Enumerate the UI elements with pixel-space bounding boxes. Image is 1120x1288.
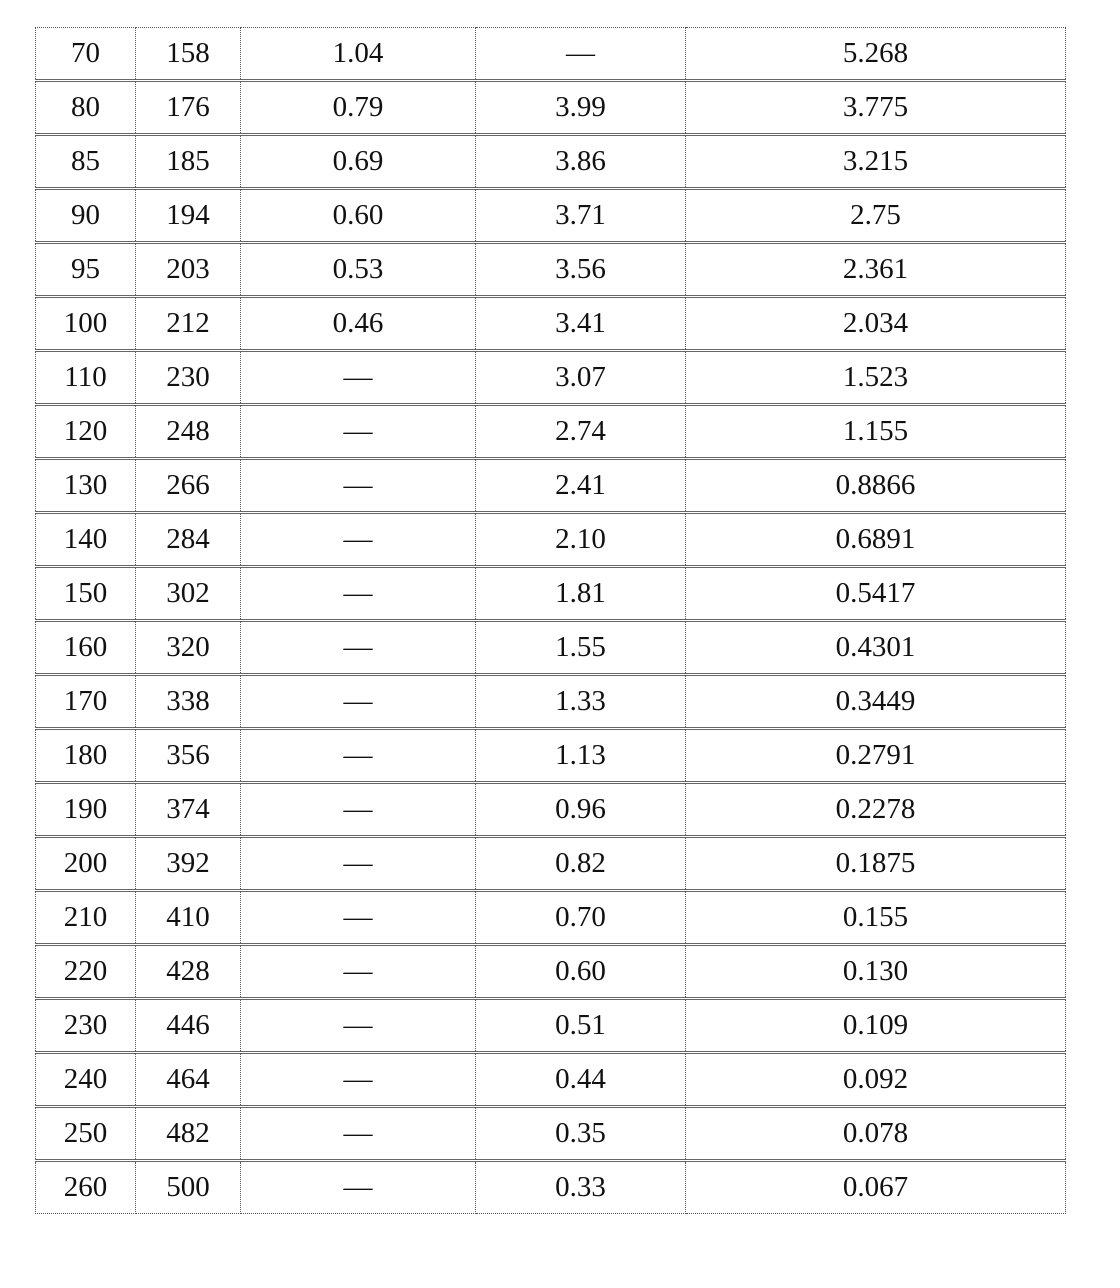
table-cell-col-1: 180 [36,729,136,783]
table-cell-col-5: 0.3449 [686,675,1066,729]
table-cell-col-5: 0.2791 [686,729,1066,783]
table-cell-col-1: 220 [36,945,136,999]
table-cell-col-4: 3.41 [476,297,686,351]
table-row [36,837,1066,891]
table-cell-col-5: 0.092 [686,1053,1066,1107]
table-cell-col-2: 212 [136,297,241,351]
table-cell-col-1: 240 [36,1053,136,1107]
table-cell-col-2: 374 [136,783,241,837]
table-cell-col-1: 190 [36,783,136,837]
table-cell-col-1: 260 [36,1161,136,1214]
table-cell-col-4: 0.96 [476,783,686,837]
table-cell-col-3: — [241,1107,476,1161]
table-cell-col-4: 2.10 [476,513,686,567]
table-cell-col-3: — [241,567,476,621]
table-cell-col-3: — [241,1161,476,1214]
table-cell-col-3: 0.69 [241,135,476,189]
table-cell-col-4: 3.07 [476,351,686,405]
table-cell-col-5: 0.4301 [686,621,1066,675]
table-cell-col-2: 392 [136,837,241,891]
table-row [36,513,1066,567]
table-cell-col-5: 2.034 [686,297,1066,351]
table-cell-col-4: 1.33 [476,675,686,729]
table-cell-col-5: 0.6891 [686,513,1066,567]
table-cell-col-1: 210 [36,891,136,945]
table-cell-col-1: 200 [36,837,136,891]
table-cell-col-3: 0.53 [241,243,476,297]
table-cell-col-4: 0.70 [476,891,686,945]
table-cell-col-5: 3.215 [686,135,1066,189]
table-cell-col-1: 100 [36,297,136,351]
table-row [36,621,1066,675]
table-cell-col-1: 150 [36,567,136,621]
table-cell-col-1: 170 [36,675,136,729]
table-cell-col-3: — [241,729,476,783]
table-cell-col-4: 2.41 [476,459,686,513]
table-cell-col-3: — [241,945,476,999]
table-row [36,1053,1066,1107]
table-cell-col-1: 250 [36,1107,136,1161]
table-cell-col-2: 158 [136,28,241,81]
data-table [35,27,1066,1214]
table-cell-col-4: 3.56 [476,243,686,297]
table-cell-col-2: 194 [136,189,241,243]
table-row [36,729,1066,783]
table-cell-col-1: 85 [36,135,136,189]
table-cell-col-4: 0.44 [476,1053,686,1107]
table-cell-col-4: 0.51 [476,999,686,1053]
table-cell-col-3: — [241,675,476,729]
table-cell-col-5: 0.8866 [686,459,1066,513]
table-cell-col-5: 0.067 [686,1161,1066,1214]
table-cell-col-2: 284 [136,513,241,567]
table-cell-col-3: — [241,351,476,405]
table-cell-col-2: 203 [136,243,241,297]
table-cell-col-3: — [241,621,476,675]
table-body [36,28,1066,1214]
data-table-container [35,27,1065,1214]
table-cell-col-2: 410 [136,891,241,945]
table-cell-col-2: 338 [136,675,241,729]
table-cell-col-4: 1.13 [476,729,686,783]
table-row [36,675,1066,729]
table-cell-col-5: 0.109 [686,999,1066,1053]
table-cell-col-1: 160 [36,621,136,675]
table-cell-col-4: 3.86 [476,135,686,189]
table-cell-col-5: 0.130 [686,945,1066,999]
table-cell-col-3: — [241,513,476,567]
table-row [36,243,1066,297]
table-cell-col-5: 0.1875 [686,837,1066,891]
table-cell-col-4: 0.33 [476,1161,686,1214]
table-row [36,1107,1066,1161]
table-cell-col-4: 1.81 [476,567,686,621]
table-cell-col-1: 80 [36,81,136,135]
table-cell-col-4: 0.35 [476,1107,686,1161]
table-cell-col-2: 356 [136,729,241,783]
table-cell-col-3: — [241,405,476,459]
table-cell-col-1: 230 [36,999,136,1053]
table-row [36,189,1066,243]
table-row [36,135,1066,189]
table-cell-col-5: 0.078 [686,1107,1066,1161]
table-cell-col-3: — [241,999,476,1053]
table-cell-col-5: 2.75 [686,189,1066,243]
table-cell-col-4: 1.55 [476,621,686,675]
table-row [36,405,1066,459]
table-cell-col-2: 464 [136,1053,241,1107]
table-cell-col-4: 0.82 [476,837,686,891]
table-cell-col-4: 3.99 [476,81,686,135]
table-cell-col-5: 1.523 [686,351,1066,405]
table-cell-col-5: 3.775 [686,81,1066,135]
table-cell-col-1: 140 [36,513,136,567]
table-cell-col-5: 0.2278 [686,783,1066,837]
table-row [36,567,1066,621]
table-row [36,1161,1066,1214]
table-cell-col-3: 0.46 [241,297,476,351]
table-cell-col-2: 302 [136,567,241,621]
table-row [36,999,1066,1053]
table-cell-col-1: 130 [36,459,136,513]
table-cell-col-2: 230 [136,351,241,405]
table-cell-col-3: — [241,837,476,891]
table-cell-col-2: 320 [136,621,241,675]
table-cell-col-5: 0.5417 [686,567,1066,621]
table-cell-col-3: 0.79 [241,81,476,135]
table-cell-col-1: 70 [36,28,136,81]
table-cell-col-3: — [241,891,476,945]
table-cell-col-5: 5.268 [686,28,1066,81]
table-cell-col-2: 176 [136,81,241,135]
table-cell-col-3: 0.60 [241,189,476,243]
table-cell-col-1: 90 [36,189,136,243]
table-cell-col-2: 482 [136,1107,241,1161]
table-cell-col-2: 248 [136,405,241,459]
table-row [36,297,1066,351]
table-cell-col-1: 95 [36,243,136,297]
table-cell-col-2: 185 [136,135,241,189]
table-cell-col-2: 446 [136,999,241,1053]
table-cell-col-2: 428 [136,945,241,999]
table-cell-col-4: 2.74 [476,405,686,459]
table-cell-col-3: — [241,459,476,513]
table-row [36,783,1066,837]
table-cell-col-4: — [476,28,686,81]
table-row [36,81,1066,135]
table-row [36,351,1066,405]
table-cell-col-3: — [241,1053,476,1107]
table-cell-col-3: — [241,783,476,837]
table-row [36,459,1066,513]
table-cell-col-5: 2.361 [686,243,1066,297]
table-cell-col-2: 500 [136,1161,241,1214]
table-cell-col-5: 0.155 [686,891,1066,945]
table-cell-col-4: 0.60 [476,945,686,999]
table-cell-col-1: 110 [36,351,136,405]
table-cell-col-1: 120 [36,405,136,459]
table-row [36,945,1066,999]
table-cell-col-5: 1.155 [686,405,1066,459]
table-cell-col-4: 3.71 [476,189,686,243]
table-row [36,28,1066,81]
table-cell-col-3: 1.04 [241,28,476,81]
table-cell-col-2: 266 [136,459,241,513]
table-row [36,891,1066,945]
